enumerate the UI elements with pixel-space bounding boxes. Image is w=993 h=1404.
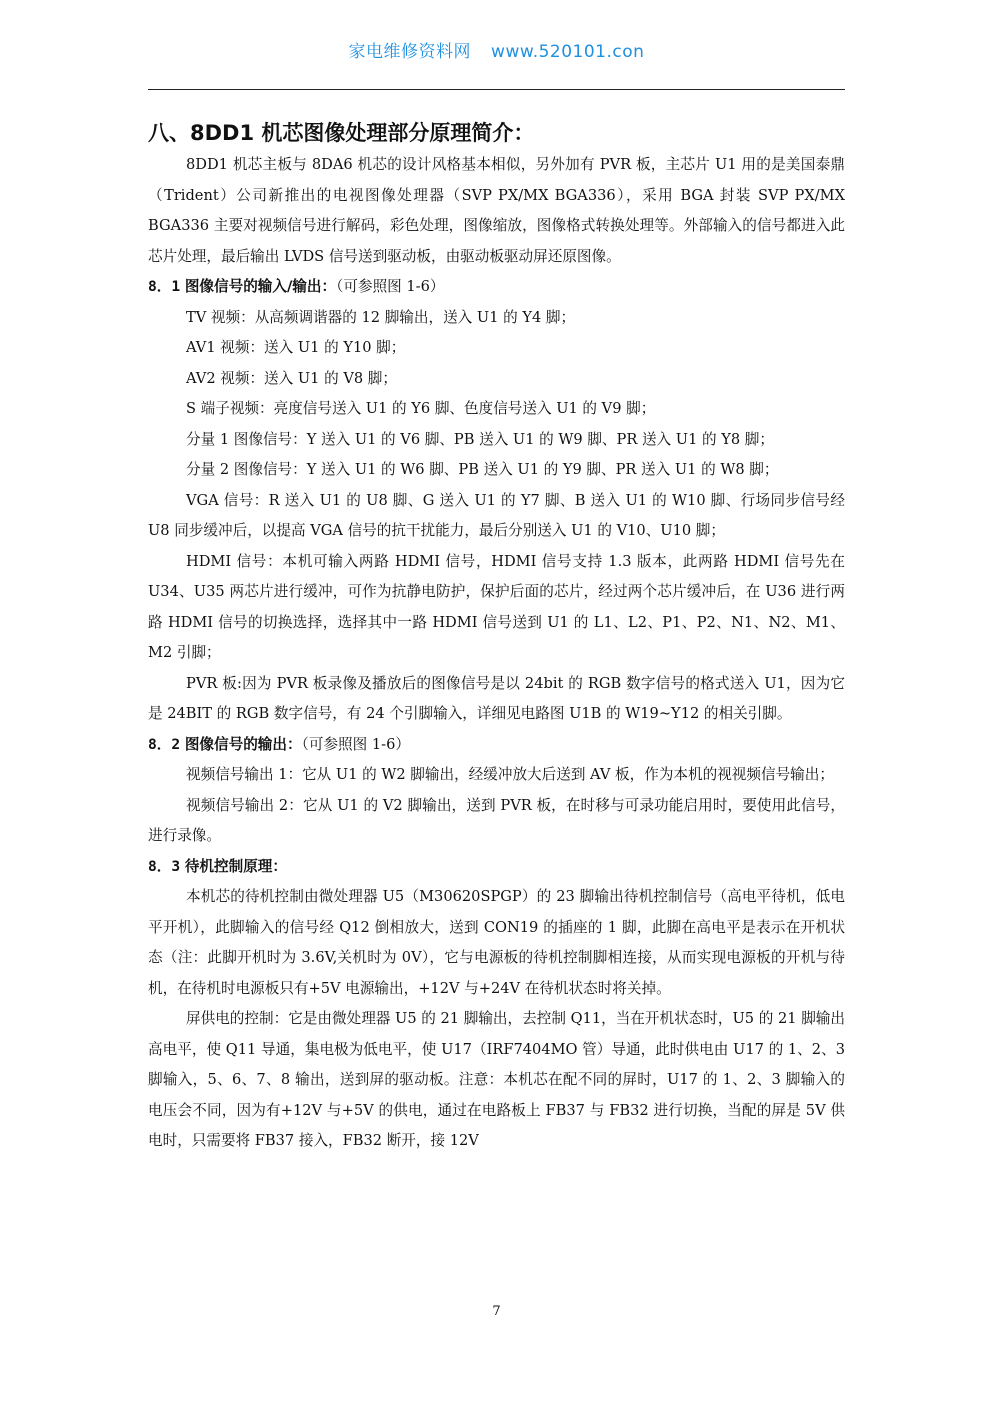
header-divider: [148, 89, 845, 90]
list-item: AV2 视频：送入 U1 的 V8 脚；: [186, 369, 397, 387]
list-item: TV 视频：从高频调谐器的 12 脚输出，送入 U1 的 Y4 脚；: [186, 308, 576, 326]
section-heading-8-1: [148, 272, 845, 303]
video-output-2-paragraph: 视频信号输出 2：它从 U1 的 V2 脚输出，送到 PVR 板，在时移与可录功能启用时，要使用此信号，进行录像。: [148, 796, 845, 844]
section-title: 图像信号的输出：: [184, 735, 302, 753]
intro-paragraph: 8DD1 机芯主板与 8DA6 机芯的设计风格基本相似，另外加有 PVR 板，主芯片 U1 用的是美国泰鼎（Trident）公司新推出的电视图像处理器（SVP PX/MX BGA336），采用 BGA 封装 SVP PX/MX BGA336 主要对视频信号进行解码，彩色处理，图像缩放，图像格式转换处理等。外部输入的信号都进入此芯片处理，最后输出 LVDS 信号送到驱动板，由驱动板驱动屏还原图像。: [148, 156, 845, 265]
section-title: 图像信号的输入/输出：: [184, 278, 337, 295]
section-note: （可参照图 1-6）: [336, 278, 445, 295]
document-body: [148, 116, 845, 1157]
list-item: 分量 1 图像信号：Y 送入 U1 的 V6 脚、PB 送入 U1 的 W9 脚、PR 送入 U1 的 Y8 脚；: [186, 430, 774, 448]
section-title: 待机控制原理：: [184, 857, 287, 875]
header-site-url[interactable]: www.520101.con: [491, 42, 645, 62]
list-item: AV1 视频：送入 U1 的 Y10 脚；: [186, 339, 406, 356]
panel-power-paragraph: 屏供电的控制：它是由微处理器 U5 的 21 脚输出，去控制 Q11，当在开机状态时，U5 的 21 脚输出高电平，使 Q11 导通，集电极为低电平，使 U17（IRF7404MO 管）导通，此时供电由 U17 的 1、2、3 脚输入，5、6、7、8 输出，送到屏的驱动板。注意：本机芯在配不同的屏时，U17 的 1、2、3 脚输入的电压会不同，因为有+12V 与+5V 的供电，通过在电路板上 FB37 与 FB32 进行切换，当配的屏是 5V 供电时，只需要将 FB37 接入，FB32 断开，接 12V: [148, 1010, 845, 1149]
section-number: 8．3: [148, 857, 181, 875]
section-number: 8．2: [148, 735, 181, 753]
document-title: 八、8DD1 机芯图像处理部分原理简介：: [148, 121, 535, 145]
page-header: [0, 37, 993, 62]
header-site-name: 家电维修资料网: [348, 42, 472, 62]
list-item: 分量 2 图像信号：Y 送入 U1 的 W6 脚、PB 送入 U1 的 Y9 脚、PR 送入 U1 的 W8 脚；: [186, 461, 779, 478]
section-heading-8-2: [148, 730, 845, 761]
hdmi-paragraph: HDMI 信号：本机可输入两路 HDMI 信号，HDMI 信号支持 1.3 版本，此两路 HDMI 信号先在 U34、U35 两芯片进行缓冲，可作为抗静电防护，保护后面的芯片，经过两个芯片缓冲后，在 U36 进行两路 HDMI 信号的切换选择，选择其中一路 HDMI 信号送到 U1 的 L1、L2、P1、P2、N1、N2、M1、M2 引脚；: [148, 552, 845, 661]
section-note: （可参照图 1-6）: [301, 735, 410, 753]
video-output-1-paragraph: 视频信号输出 1：它从 U1 的 W2 脚输出，经缓冲放大后送到 AV 板，作为本机的视视频信号输出；: [186, 766, 834, 783]
list-item: S 端子视频：亮度信号送入 U1 的 Y6 脚、色度信号送入 U1 的 V9 脚；: [186, 400, 656, 417]
page-number: 7: [492, 1304, 501, 1319]
vga-paragraph: VGA 信号：R 送入 U1 的 U8 脚、G 送入 U1 的 Y7 脚、B 送入 U1 的 W10 脚、行场同步信号经 U8 同步缓冲后，以提高 VGA 信号的抗干扰能力，最后分别送入 U1 的 V10、U10 脚；: [148, 491, 845, 539]
section-heading-8-3: [148, 852, 845, 883]
pvr-paragraph: PVR 板:因为 PVR 板录像及播放后的图像信号是以 24bit 的 RGB 数字信号的格式送入 U1，因为它是 24BIT 的 RGB 数字信号，有 24 个引脚输入，详细见电路图 U1B 的 W19~Y12 的相关引脚。: [148, 674, 845, 722]
section-number: 8．1: [148, 278, 181, 295]
standby-paragraph: 本机芯的待机控制由微处理器 U5（M30620SPGP）的 23 脚输出待机控制信号（高电平待机，低电平开机），此脚输入的信号经 Q12 倒相放大，送到 CON19 的插座的 1 脚，此脚在高电平是表示在开机状态（注：此脚开机时为 3.6V,关机时为 0V），它与电源板的待机控制脚相连接，从而实现电源板的开机与待机，在待机时电源板只有+5V 电源输出，+12V 与+24V 在待机状态时将关掉。: [148, 888, 845, 997]
